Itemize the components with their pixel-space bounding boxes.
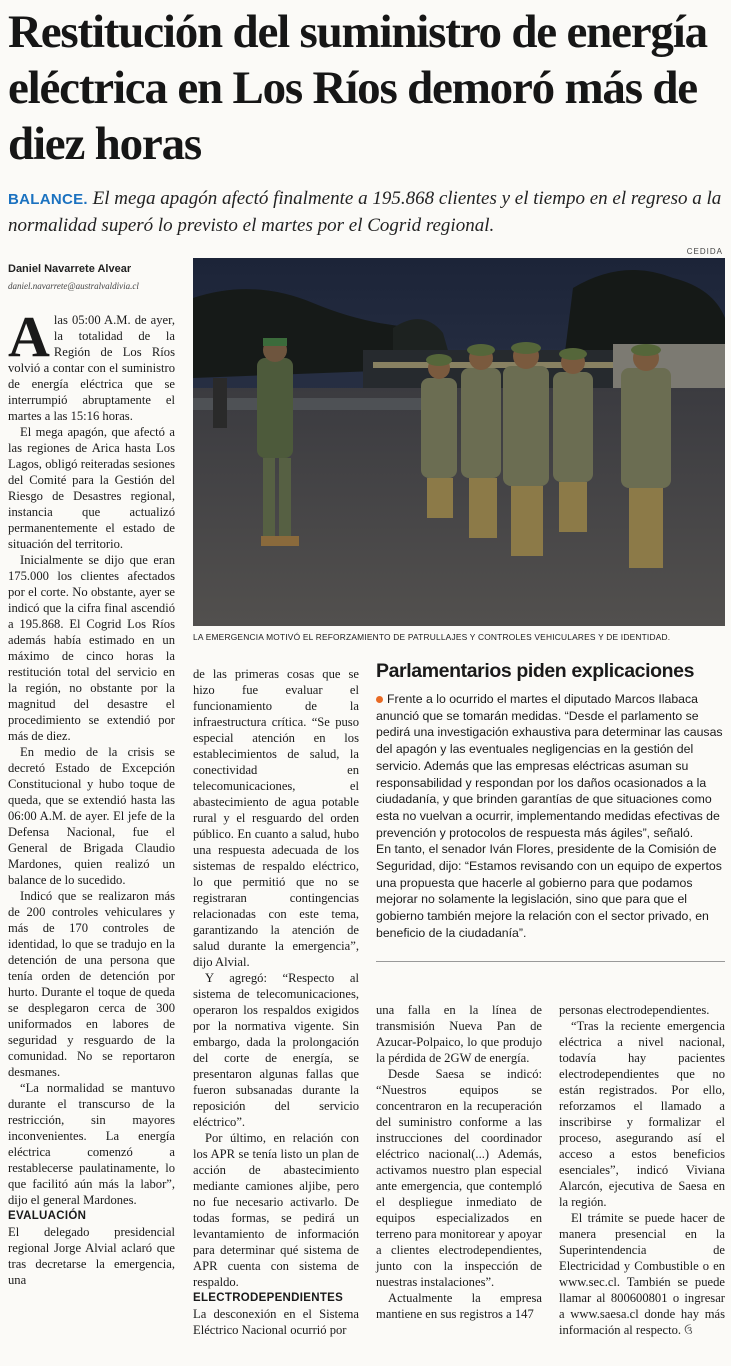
- paragraph: de las primeras cosas que se hizo fue evaluar el funcionamiento de la infraestructura crítica. “Se puso especial atención en los establecimientos de salud, la conectividad en telecomunicaciones, el abastecimiento de agua potable rural y el resguardo del orden público. En cuanto a salud, hubo una respuesta adecuada de los sistemas de respaldo eléctrico, lo que permitió que no se registraran contingencias relacionadas con este tema, garantizando la atención de salud durante la emergencia”, dijo Alvial.: [193, 667, 359, 969]
- article-column-2: [193, 666, 359, 1338]
- paragraph: Y agregó: “Respecto al sistema de telecomunicaciones, operaron los respaldos exigidos por la normativa vigente. Sin embargo, dada la prolongación del corte de energía, se presentaron algunas fallas que fueron subsanadas durante la reposición del servicio eléctrico”.: [193, 971, 359, 1129]
- article-column-4: [559, 1002, 725, 1339]
- paragraph: “Tras la reciente emergencia eléctrica a nivel nacional, todavía hay pacientes electrodependientes que no están registrados. Por ello, reforzamos el llamado a inscribirse y formalizar el proceso, asegurando así el acceso a estos beneficios esenciales”, indicó Viviana Alarcón, ejecutiva de Saesa en la región.: [559, 1019, 725, 1209]
- paragraph: “La normalidad se mantuvo durante el transcurso de la restricción, sin mayores inconvenientes. La energía eléctrica comenzó a restablecerse paulatinamente, lo que facilitó aún más la labor”, dijo el general Mardones.: [8, 1081, 175, 1207]
- photo-credit: CEDIDA: [686, 247, 723, 256]
- paragraph: Inicialmente se dijo que eran 175.000 los clientes afectados por el corte. No obstante, ayer se indicó que la cifra final ascendió a 195.868. El Cogrid Los Ríos además había estimado en un máximo de cinco horas la restitución total del servicio en la región, no obstante por la magnitud del desastre el procedimiento se extendió por más de diez.: [8, 553, 175, 743]
- news-photo: [193, 258, 725, 626]
- photo-caption: LA EMERGENCIA MOTIVÓ EL REFORZAMIENTO DE PATRULLAJES Y CONTROLES VEHICULARES Y DE IDENTIDAD.: [193, 632, 671, 642]
- subhead-evaluacion: EVALUACIÓN: [8, 1210, 87, 1222]
- byline-email: daniel.navarrete@australvaldivia.cl: [8, 281, 139, 291]
- paragraph: En tanto, el senador Iván Flores, presidente de la Comisión de Seguridad, dijo: “Estamos revisando con un equipo de expertos una propuesta que hacerle al gobierno para que podamos mejorar no solamente la legislación, sino que para que el gobierno también mejore la relación con el sector privado, en beneficio de la ciudadanía”.: [376, 842, 722, 940]
- headline: Restitución del suministro de energía eléctrica en Los Ríos demoró más de diez horas: [8, 6, 707, 170]
- deck: [8, 186, 723, 239]
- paragraph: La desconexión en el Sistema Eléctrico Nacional ocurrió por: [193, 1307, 359, 1337]
- subhead-electrodependientes: ELECTRODEPENDIENTES: [193, 1292, 344, 1304]
- deck-tag: BALANCE.: [8, 191, 88, 208]
- byline-author: Daniel Navarrete Alvear: [8, 263, 132, 275]
- divider: [376, 961, 725, 962]
- paragraph: Por último, en relación con los APR se tenía listo un plan de acción de abastecimiento mediante camiones aljibe, pero no fue necesario activarlo. De todas formas, se pedirá un levantamiento de información para determinar qué sistema de APR cuenta con sistema de respaldo.: [193, 1131, 359, 1289]
- paragraph: Actualmente la empresa mantiene en sus registros a 147: [376, 1291, 542, 1321]
- paragraph: El delegado presidencial regional Jorge Alvial aclaró que tras decretarse la emergencia, una: [8, 1225, 175, 1287]
- paragraph: El mega apagón, que afectó a las regiones de Arica hasta Los Lagos, obligó reiteradas sesiones del Comité para la Gestión del Riesgo de Desastres regional, instancia que actualizó permanentemente el estado de situación del territorio.: [8, 425, 175, 551]
- paragraph: Indicó que se realizaron más de 200 controles vehiculares y más de 170 controles de identidad, lo que se tradujo en la detención de una persona que tenía orden de detención por hurto. Durante el toque de queda se desplegaron cerca de 300 uniformados en labores de seguridad y resguardo de la comunidad. No se reportaron desmanes.: [8, 889, 175, 1079]
- end-mark-icon: ઉ: [684, 1324, 693, 1337]
- paragraph: Desde Saesa se indicó: “Nuestros equipos se concentraron en la recuperación del suministro conforme a las instrucciones del coordinador eléctrico nacional(...) Además, activamos nuestro plan especial ante emergencia, que contempló el despliegue inmediato de equipos especializados en terreno para monitorear y apoyar a clientes electrodependientes, junto con la inspección de nuestras instalaciones”.: [376, 1067, 542, 1289]
- paragraph: Frente a lo ocurrido el martes el diputado Marcos Ilabaca anunció que se tomarán medidas. “Desde el parlamento se pedirá una investigación exhaustiva para determinar las causas del apagón y las eventuales negligencias en la gestión del servicio. Además que las empresas eléctricas asuman su responsabilidad y respondan por los daños ocasionados a la ciudadanía, y que brinden garantías de que situaciones como esta no vuelvan a ocurrir, implementando medidas efectivas de prevención y protocolos de respuesta más ágiles”, señaló.: [376, 692, 723, 840]
- paragraph: personas electrodependientes.: [559, 1003, 710, 1017]
- box-title: Parlamentarios piden explicaciones: [376, 660, 695, 682]
- article-column-1: [8, 304, 175, 1288]
- box-body: [376, 691, 725, 942]
- bullet-icon: [376, 696, 383, 703]
- paragraph: Alas 05:00 A.M. de ayer, la totalidad de la Región de Los Ríos volvió a contar con el suministro de energía eléctrica que se interrumpió abruptamente el martes a las 15:16 horas.: [8, 304, 175, 423]
- paragraph: En medio de la crisis se decretó Estado de Excepción Constitucional y hubo toque de queda, que se extendió hasta las 06:00 A.M. de ayer. El jefe de la Defensa Nacional, fue el General de Brigada Claudio Mardones, quien realizó un balance de lo sucedido.: [8, 745, 175, 887]
- sidebar-box: [376, 660, 725, 942]
- deck-text: El mega apagón afectó finalmente a 195.868 clientes y el tiempo en el regreso a la normalidad superó lo previsto el martes por el Cogrid regional.: [8, 188, 722, 236]
- paragraph: una falla en la línea de transmisión Nueva Pan de Azucar-Polpaico, lo que produjo la pérdida de 2GW de energía.: [376, 1003, 542, 1065]
- dropcap: A: [8, 304, 50, 369]
- article-column-3: [376, 1002, 542, 1322]
- paragraph: El trámite se puede hacer de manera presencial en la Superintendencia de Electricidad y Combustible o en www.sec.cl. También se puede llamar al 800600801 o ingresar a www.saesa.cl donde hay más información al respecto. ઉ: [559, 1211, 725, 1337]
